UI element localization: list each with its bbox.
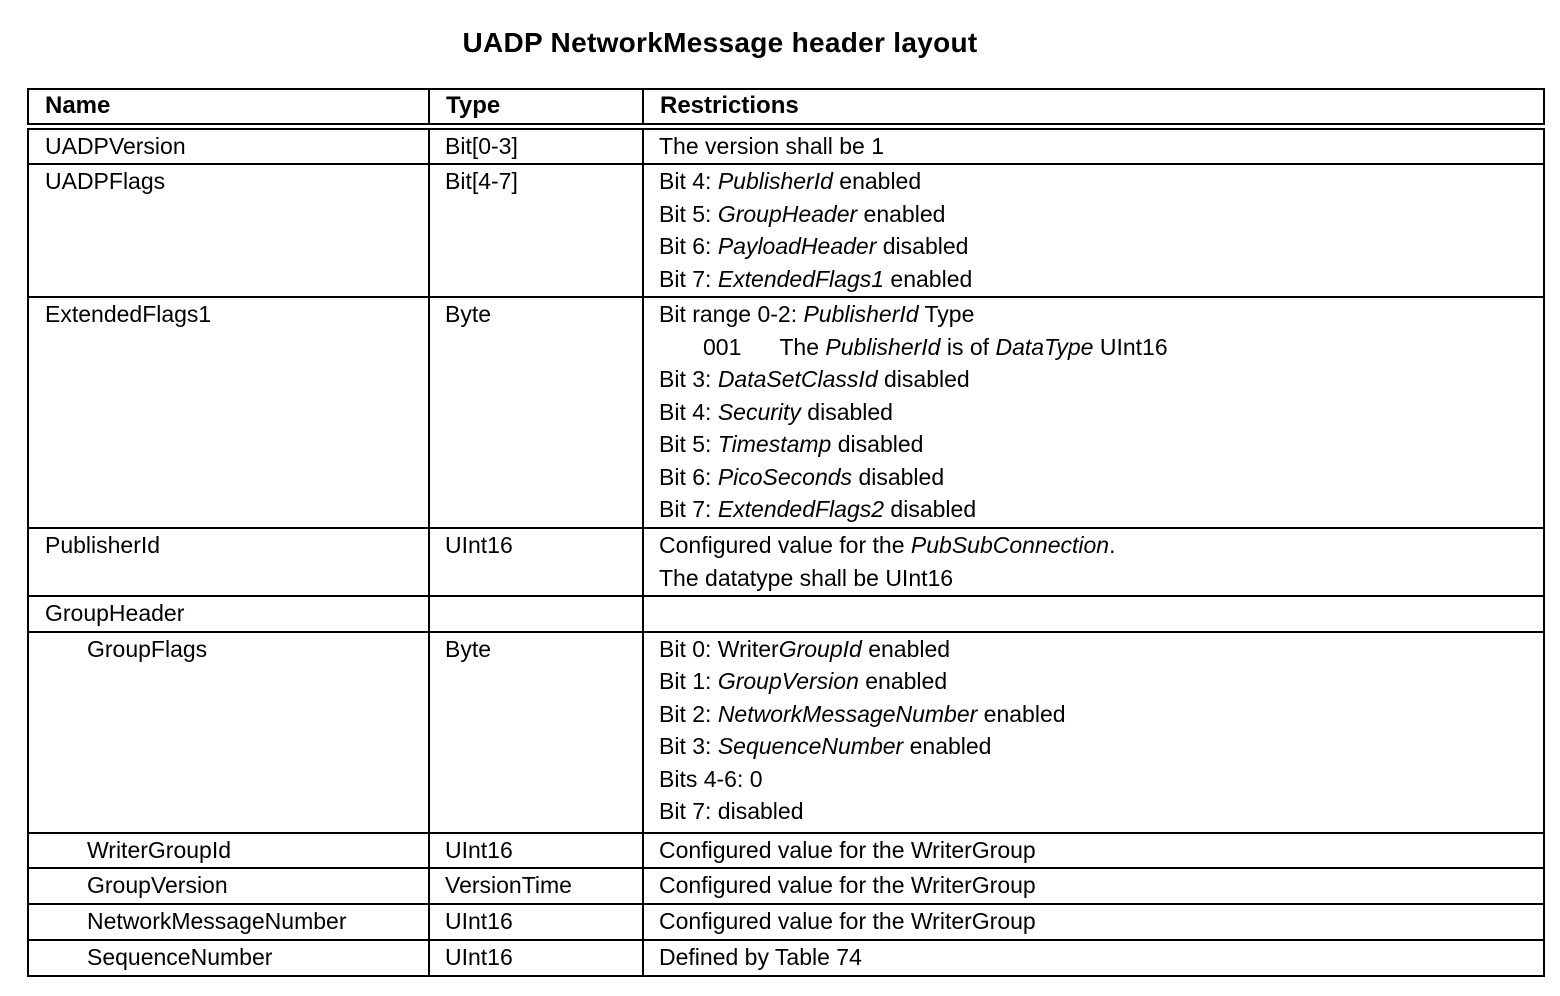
text-segment: disabled (852, 463, 945, 490)
text-segment: Configured value for the WriterGroup (659, 908, 1036, 934)
text-segment: enabled (861, 635, 951, 662)
row-restrictions-cell (643, 868, 1544, 904)
restriction-line (659, 331, 1529, 364)
row-name-cell: GroupFlags (28, 632, 429, 833)
table-row (28, 297, 1544, 528)
table-row (28, 868, 1544, 904)
restriction-line (659, 165, 1529, 198)
text-segment: enabled (977, 700, 1066, 727)
text-segment: disabled (877, 366, 970, 392)
text-segment: The datatype shall be UInt16 (659, 564, 954, 591)
row-restrictions-cell (643, 596, 1544, 632)
header-row (28, 89, 1544, 126)
table-row (28, 164, 1544, 297)
italic-term: PayloadHeader (717, 233, 877, 259)
restriction-line (659, 396, 1529, 429)
restriction-line (659, 795, 1529, 828)
italic-term: SequenceNumber (717, 733, 904, 759)
italic-term: Security (717, 398, 801, 425)
restriction-line (659, 493, 1529, 526)
text-segment: Bit 6: (659, 233, 718, 259)
table-body (28, 126, 1544, 976)
restriction-line (659, 363, 1529, 396)
italic-term: DataType (995, 333, 1094, 360)
restriction-line (659, 130, 1529, 163)
text-segment: enabled (832, 168, 922, 194)
column-header-name: Name (28, 89, 429, 126)
row-type-cell: Byte (429, 297, 643, 528)
text-segment: enabled (858, 668, 948, 694)
text-segment: disabled (831, 431, 924, 457)
restriction-line (659, 562, 1529, 595)
italic-term: DataSetClassId (717, 366, 878, 392)
row-name-cell: GroupHeader (28, 596, 429, 632)
text-segment: Bit 1: (659, 668, 718, 694)
text-segment: Configured value for the WriterGroup (659, 836, 1036, 863)
text-segment: Bit 3: (659, 733, 718, 759)
restriction-line (659, 698, 1529, 731)
text-segment: Bit 4: (659, 168, 718, 194)
text-segment: disabled (800, 398, 893, 425)
row-name-cell: PublisherId (28, 528, 429, 596)
text-segment: Bit 2: (659, 700, 718, 727)
row-restrictions-cell (643, 126, 1544, 164)
italic-term: ExtendedFlags1 (717, 265, 885, 292)
text-segment: disabled (876, 233, 969, 259)
restriction-line (659, 730, 1529, 763)
italic-term: PubSubConnection (910, 532, 1110, 558)
italic-term: GroupId (778, 635, 862, 662)
text-segment: Type (918, 301, 975, 327)
row-type-cell: UInt16 (429, 904, 643, 940)
italic-term: GroupVersion (717, 668, 859, 694)
row-restrictions-cell (643, 632, 1544, 833)
table-row (28, 833, 1544, 869)
text-segment: Bit 3: (659, 366, 718, 392)
column-header-restrictions: Restrictions (643, 89, 1544, 126)
row-type-cell: UInt16 (429, 940, 643, 976)
italic-term: PublisherId (803, 301, 919, 327)
row-name-cell: NetworkMessageNumber (28, 904, 429, 940)
page-title: UADP NetworkMessage header layout (462, 27, 978, 58)
table-row (28, 126, 1544, 164)
italic-term: Timestamp (717, 431, 832, 457)
row-name-cell: ExtendedFlags1 (28, 297, 429, 528)
tab-spacer (741, 354, 779, 355)
restriction-line (659, 763, 1529, 796)
restriction-line (659, 834, 1529, 867)
text-segment: Bit 5: (659, 431, 718, 457)
restriction-line (659, 941, 1529, 974)
table-row (28, 940, 1544, 976)
row-restrictions-cell (643, 164, 1544, 297)
italic-term: PicoSeconds (717, 463, 853, 490)
row-restrictions-cell (643, 940, 1544, 976)
restriction-line (659, 633, 1529, 666)
row-restrictions-cell (643, 833, 1544, 869)
text-segment: enabled (857, 200, 946, 227)
row-restrictions-cell (643, 297, 1544, 528)
uadp-header-layout-table (27, 88, 1545, 977)
text-segment: Bit 7: (659, 496, 718, 522)
italic-term: PublisherId (717, 168, 833, 194)
text-segment: Bit 5: (659, 200, 718, 227)
text-segment: disabled (884, 496, 977, 522)
restriction-line (659, 665, 1529, 698)
italic-term: ExtendedFlags2 (717, 496, 885, 522)
restriction-line (659, 529, 1529, 562)
text-segment: The (779, 333, 826, 360)
text-segment: . (1109, 532, 1116, 558)
row-name-cell: WriterGroupId (28, 833, 429, 869)
text-segment: Defined by Table 74 (659, 943, 862, 970)
row-type-cell: UInt16 (429, 528, 643, 596)
row-name-cell: GroupVersion (28, 868, 429, 904)
text-segment: Bits 4-6: 0 (659, 765, 763, 792)
row-type-cell: VersionTime (429, 868, 643, 904)
table-row (28, 528, 1544, 596)
restriction-line (659, 263, 1529, 296)
text-segment: 001 (703, 333, 742, 360)
text-segment: Bit range 0-2: (659, 301, 804, 327)
text-segment: Configured value for the WriterGroup (659, 872, 1036, 898)
italic-term: PublisherId (825, 333, 941, 360)
column-header-type: Type (429, 89, 643, 126)
text-segment: Bit 7: (659, 265, 718, 292)
restriction-line (659, 869, 1529, 902)
text-segment: Bit 6: (659, 463, 718, 490)
row-name-cell: SequenceNumber (28, 940, 429, 976)
restriction-line (659, 905, 1529, 938)
table-row (28, 596, 1544, 632)
row-type-cell (429, 596, 643, 632)
row-type-cell: Bit[0-3] (429, 126, 643, 164)
row-type-cell: Byte (429, 632, 643, 833)
row-name-cell: UADPVersion (28, 126, 429, 164)
text-segment: Configured value for the (659, 532, 911, 558)
restriction-line (659, 230, 1529, 263)
text-segment: UInt16 (1093, 333, 1168, 360)
row-type-cell: UInt16 (429, 833, 643, 869)
text-segment: enabled (884, 265, 973, 292)
italic-term: GroupHeader (717, 200, 858, 227)
row-name-cell: UADPFlags (28, 164, 429, 297)
restriction-line (659, 461, 1529, 494)
restriction-line (659, 428, 1529, 461)
row-restrictions-cell (643, 528, 1544, 596)
row-type-cell: Bit[4-7] (429, 164, 643, 297)
table-row (28, 904, 1544, 940)
text-segment: is of (940, 333, 996, 360)
row-restrictions-cell (643, 904, 1544, 940)
restriction-line (659, 198, 1529, 231)
restriction-line (659, 298, 1529, 331)
italic-term: NetworkMessageNumber (717, 700, 978, 727)
text-segment: Bit 4: (659, 398, 718, 425)
text-segment: Bit 0: Writer (659, 635, 779, 662)
table-row (28, 632, 1544, 833)
text-segment: Bit 7: disabled (659, 798, 804, 824)
text-segment: The version shall be 1 (659, 132, 885, 159)
text-segment: enabled (903, 733, 992, 759)
